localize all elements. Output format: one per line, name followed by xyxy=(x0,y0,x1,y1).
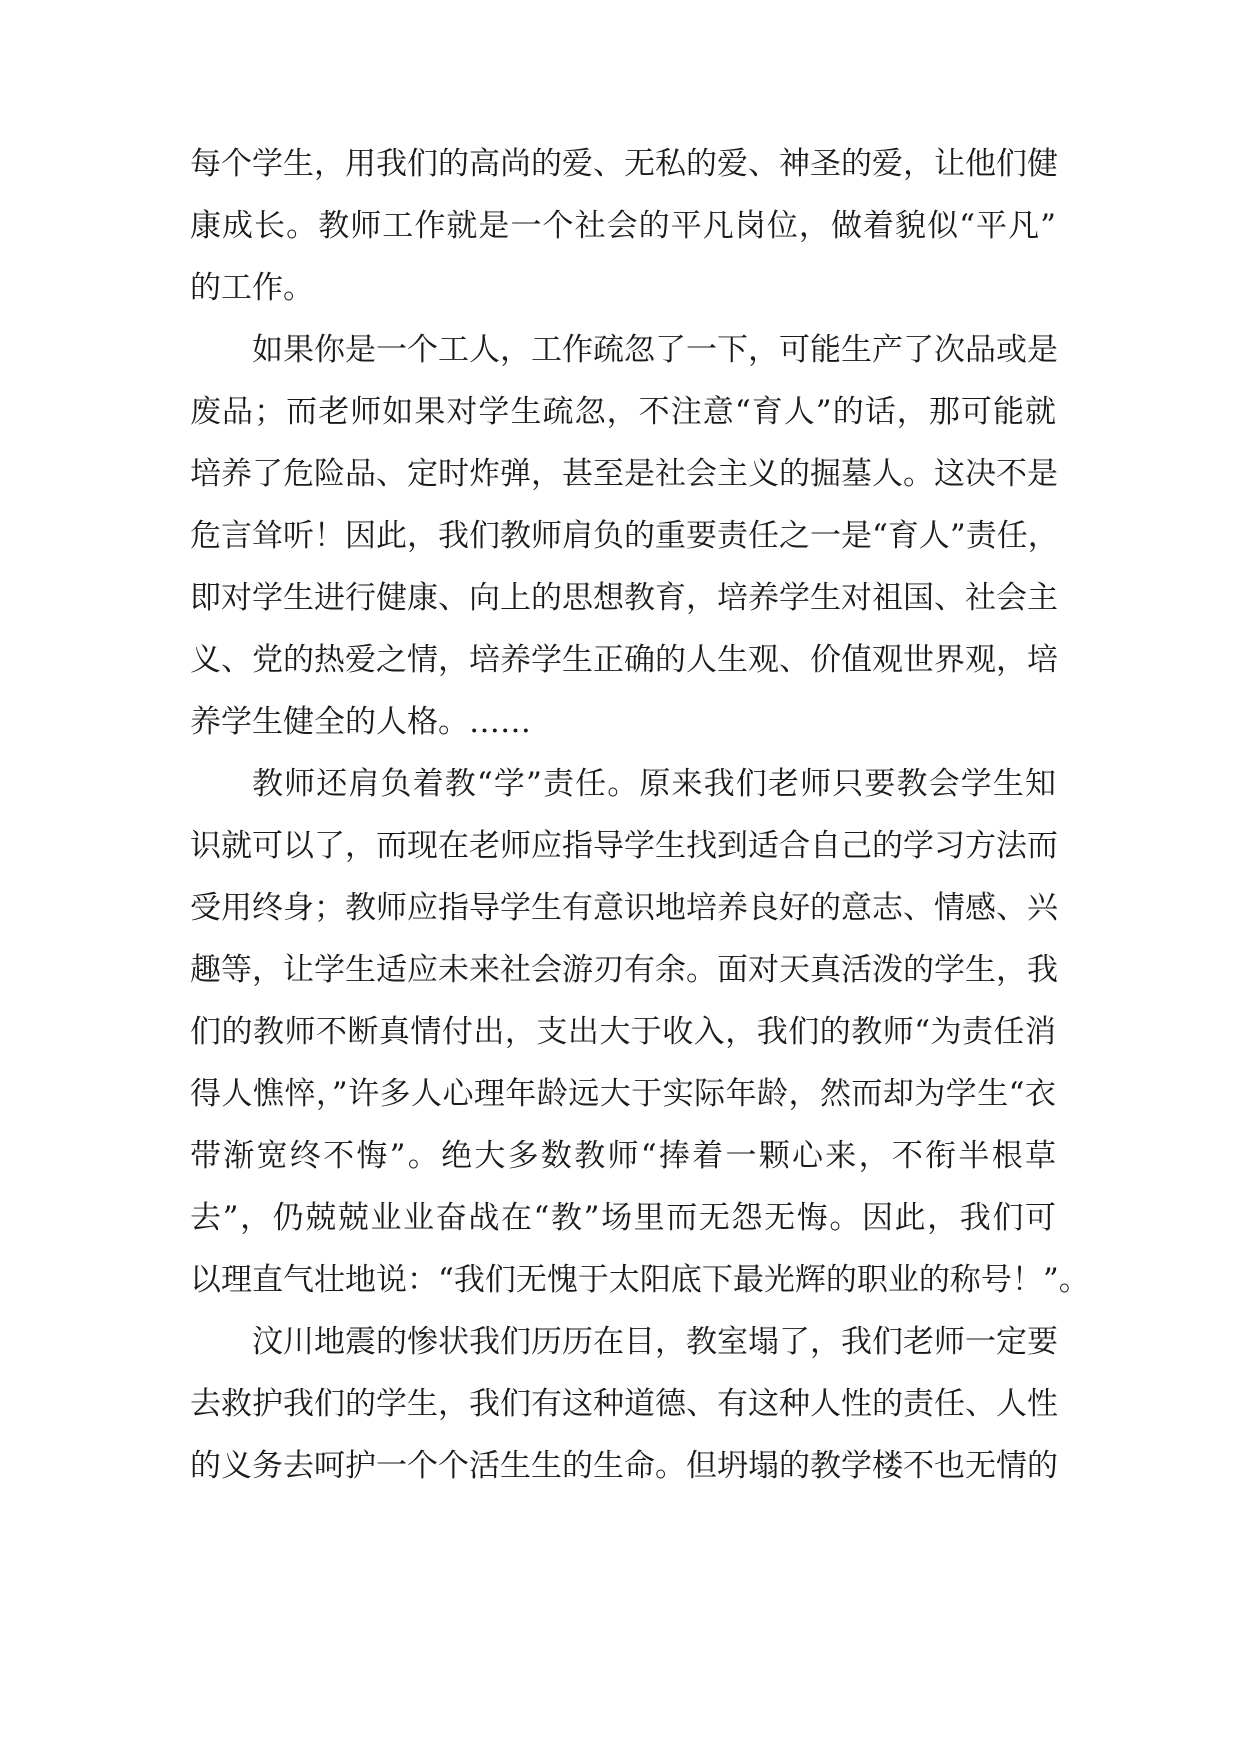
text-line: 去救护我们的学生，我们有这种道德、有这种人性的责任、人性 xyxy=(190,1386,1058,1422)
text-line: 每个学生，用我们的高尚的爱、无私的爱、神圣的爱，让他们健 xyxy=(190,146,1058,182)
paragraph-start-line: 汶川地震的惨状我们历历在目，教室塌了，我们老师一定要 xyxy=(252,1324,1058,1360)
text-line: 即对学生进行健康、向上的思想教育，培养学生对祖国、社会主 xyxy=(190,580,1058,616)
text-line: 识就可以了，而现在老师应指导学生找到适合自己的学习方法而 xyxy=(190,828,1058,864)
text-line: 受用终身；教师应指导学生有意识地培养良好的意志、情感、兴 xyxy=(190,890,1058,926)
text-line: 养学生健全的人格。…… xyxy=(190,704,531,740)
text-line: 们的教师不断真情付出，支出大于收入，我们的教师“为责任消 xyxy=(190,1014,1056,1050)
text-line: 的工作。 xyxy=(190,270,314,306)
text-line: 得人憔悴，”许多人心理年龄远大于实际年龄，然而却为学生“衣 xyxy=(190,1076,1056,1112)
text-line: 废品；而老师如果对学生疏忽，不注意“育人”的话，那可能就 xyxy=(190,394,1056,430)
text-line: 以理直气壮地说：“我们无愧于太阳底下最光辉的职业的称号！”。 xyxy=(190,1262,1090,1298)
text-line: 义、党的热爱之情，培养学生正确的人生观、价值观世界观，培 xyxy=(190,642,1058,678)
text-line: 危言耸听！因此，我们教师肩负的重要责任之一是“育人”责任， xyxy=(190,518,1059,554)
text-line: 去”，仍兢兢业业奋战在“教”场里而无怨无悔。因此，我们可 xyxy=(190,1200,1056,1236)
text-line: 康成长。教师工作就是一个社会的平凡岗位，做着貌似“平凡” xyxy=(190,208,1056,244)
paragraph-start-line: 如果你是一个工人，工作疏忽了一下，可能生产了次品或是 xyxy=(252,332,1058,368)
text-line: 带渐宽终不悔”。绝大多数教师“捧着一颗心来，不衔半根草 xyxy=(190,1138,1056,1174)
text-line: 趣等，让学生适应未来社会游刃有余。面对天真活泼的学生，我 xyxy=(190,952,1058,988)
text-line: 的义务去呵护一个个活生生的生命。但坍塌的教学楼不也无情的 xyxy=(190,1448,1058,1484)
text-line: 培养了危险品、定时炸弹，甚至是社会主义的掘墓人。这决不是 xyxy=(190,456,1058,492)
paragraph-start-line: 教师还肩负着教“学”责任。原来我们老师只要教会学生知 xyxy=(252,766,1056,802)
